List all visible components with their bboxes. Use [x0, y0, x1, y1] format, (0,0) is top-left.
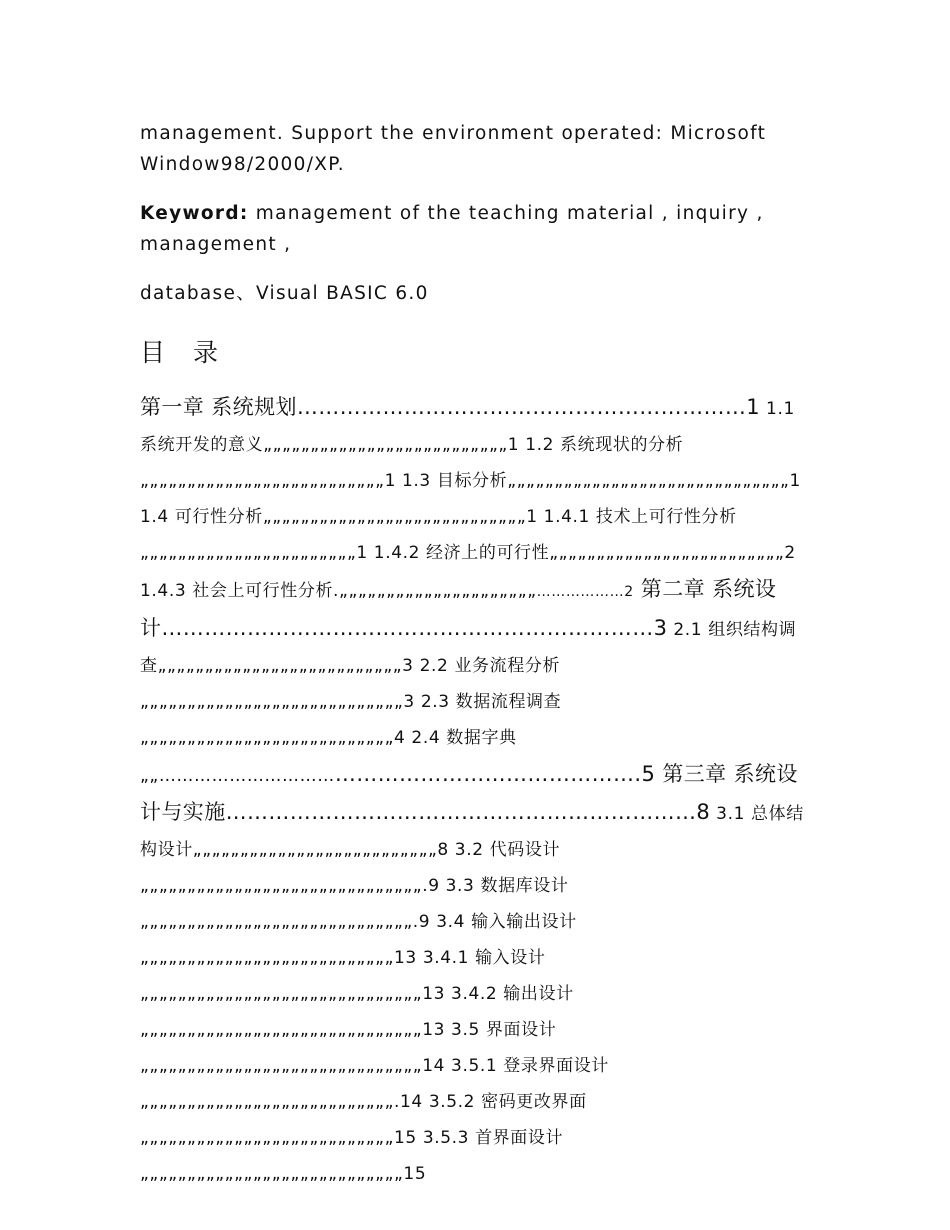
toc-heading: 目 录 — [140, 338, 228, 367]
abstract-line: management. Support the environment operated: Microsoft Window98/2000/XP. — [140, 123, 767, 175]
keyword-label: Keyword: — [140, 203, 249, 224]
toc-entries-chapter-3: 3.1 总体结构设计„„„„„„„„„„„„„„„„„„„„„„„„„„8 3.2 代码设计„„„„„„„„„„„„„„„„„„„„„„„„„„„„„„.9 3.3 数据库设计„„„„„„„„„„„„„„„„„„„„„„„„„„„„„.9 3.4 输入输出设计„„„„„„„„„„„„„„„„„„„„„„„„„„„13 3.4.1 输入设计„„„„„„„„„„„„„„„„„„„„„„„„„„„„„„13 3.4.2 输出设计„„„„„„„„„„„„„„„„„„„„„„„„„„„„„„13 3.5 界面设计„„„„„„„„„„„„„„„„„„„„„„„„„„„„„„14 3.5.1 登录界面设计„„„„„„„„„„„„„„„„„„„„„„„„„„„.14 3.5.2 密码更改界面„„„„„„„„„„„„„„„„„„„„„„„„„„„15 3.5.3 首界面设计„„„„„„„„„„„„„„„„„„„„„„„„„„„„15 — [140, 804, 804, 1184]
document-page — [140, 118, 808, 1192]
toc-entries-chapter-2: 2.1 组织结构调查„„„„„„„„„„„„„„„„„„„„„„„„„„3 2.2 业务流程分析„„„„„„„„„„„„„„„„„„„„„„„„„„„„3 2.3 数据流程调查„„„„„„„„„„„„„„„„„„„„„„„„„„„4 2.4 数据字典„„………………………… — [140, 620, 797, 786]
toc-chapter-3: …………………………………….5 第三章 系统设计与实施…………………………………………………………8 — [140, 762, 798, 824]
toc-page-number: ………………2 — [536, 584, 634, 600]
toc-chapter-2: 第二章 系统设计……………………………………………………………3 — [140, 577, 777, 640]
keyword-text: management of the teaching material , inquiry , management , — [140, 203, 764, 255]
toc-chapter-1: 第一章 系统规划………………………………………………………1 — [140, 395, 761, 419]
keyword-continuation: database、Visual BASIC 6.0 — [140, 283, 429, 304]
keyword-paragraph — [140, 198, 808, 260]
table-of-contents — [140, 389, 808, 1192]
toc-entries-chapter-1: 1.1 系统开发的意义„„„„„„„„„„„„„„„„„„„„„„„„„„1 1.2 系统现状的分析„„„„„„„„„„„„„„„„„„„„„„„„„„1 1.3 目标分析„„„„„„„„„„„„„„„„„„„„„„„„„„„„„„1 1.4 可行性分析„„„„„„„„„„„„„„„„„„„„„„„„„„„„1 1.4.1 技术上可行性分析„„„„„„„„„„„„„„„„„„„„„„„1 1.4.2 经济上的可行性„„„„„„„„„„„„„„„„„„„„„„„„„2 1.4.3 社会上可行性分析.„„„„„„„„„„„„„„„„„„„„„ — [140, 399, 801, 601]
